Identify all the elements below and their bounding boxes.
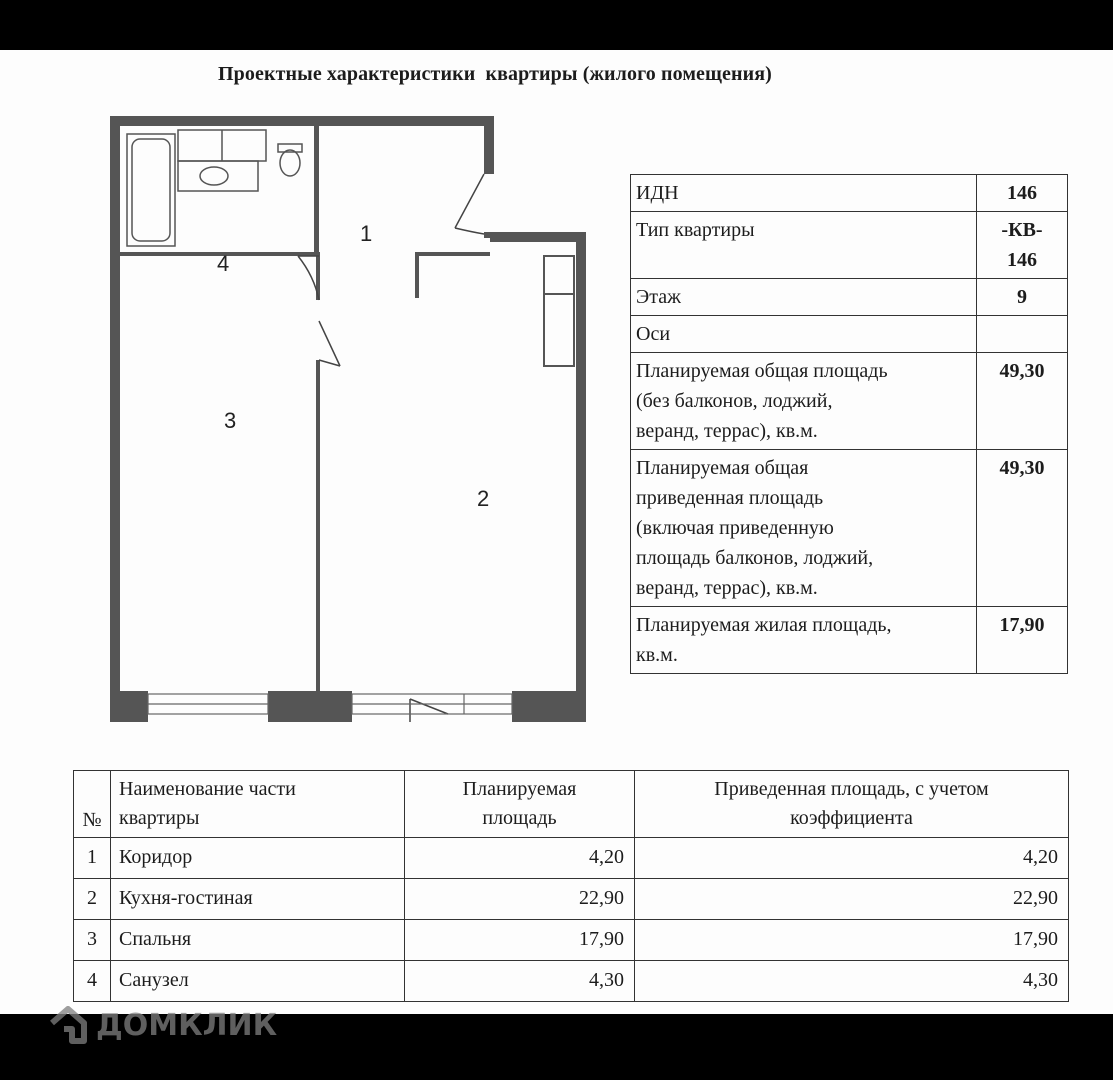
info-value: -КВ- 146 (977, 212, 1068, 279)
wall-right (576, 232, 586, 722)
room-label-1: 1 (360, 221, 373, 246)
wall-step (490, 232, 586, 242)
room-label-2: 2 (477, 486, 490, 511)
cell-area: 4,20 (405, 838, 635, 879)
table-row (74, 879, 1069, 920)
bathtub-icon (127, 134, 175, 246)
cell-num: 2 (74, 879, 111, 920)
page-title: Проектные характеристики квартиры (жилого помещения) (218, 63, 772, 85)
info-label: ИДН (631, 175, 977, 212)
cell-name: Кухня-гостиная (111, 879, 405, 920)
info-row (631, 212, 1068, 279)
room-label-3: 3 (224, 408, 237, 433)
cell-name: Коридор (111, 838, 405, 879)
cell-name: Санузел (111, 961, 405, 1002)
closet-icon (544, 256, 574, 366)
wall-bath-corridor (314, 126, 319, 254)
apartment-info-table (630, 174, 1068, 674)
floor-plan (110, 116, 590, 726)
cell-reduced: 17,90 (635, 920, 1069, 961)
info-row (631, 607, 1068, 674)
rooms-table (73, 770, 1069, 1002)
info-label: Планируемая общая площадь (без балконов, лоджий, веранд, террас), кв.м. (631, 353, 977, 450)
info-value: 146 (977, 175, 1068, 212)
watermark-text: ДОМКЛИК (96, 1007, 278, 1043)
info-label: Тип квартиры (631, 212, 977, 279)
info-label: Этаж (631, 279, 977, 316)
cell-reduced: 4,30 (635, 961, 1069, 1002)
info-row (631, 353, 1068, 450)
wall-left (110, 116, 120, 722)
table-row (74, 961, 1069, 1002)
wall-top-right (484, 116, 494, 174)
info-row (631, 175, 1068, 212)
toilet-icon (280, 150, 300, 176)
info-value (977, 316, 1068, 353)
cell-area: 17,90 (405, 920, 635, 961)
info-row (631, 316, 1068, 353)
cell-reduced: 22,90 (635, 879, 1069, 920)
cell-num: 4 (74, 961, 111, 1002)
domclick-house-icon (48, 1005, 88, 1045)
header-num: № (74, 771, 111, 838)
info-value: 49,30 (977, 450, 1068, 607)
rooms-table-header (74, 771, 1069, 838)
room-label-4: 4 (217, 251, 230, 276)
wall-bedroom-kitchen (316, 360, 320, 692)
table-row (74, 920, 1069, 961)
document-page (0, 50, 1113, 1014)
cell-num: 3 (74, 920, 111, 961)
info-label: Планируемая общая приведенная площадь (включая приведенную площадь балконов, лоджий, веранд, террас), кв.м. (631, 450, 977, 607)
wall-top (110, 116, 494, 126)
sink-icon (178, 161, 258, 191)
watermark (48, 1000, 277, 1050)
info-label: Оси (631, 316, 977, 353)
info-row (631, 450, 1068, 607)
cell-area: 4,30 (405, 961, 635, 1002)
header-reduced: Приведенная площадь, с учетом коэффициента (635, 771, 1069, 838)
table-row (74, 838, 1069, 879)
info-value: 17,90 (977, 607, 1068, 674)
wall-bottom-right (512, 691, 586, 722)
header-area: Планируемая площадь (405, 771, 635, 838)
info-value: 9 (977, 279, 1068, 316)
cell-name: Спальня (111, 920, 405, 961)
info-label: Планируемая жилая площадь, кв.м. (631, 607, 977, 674)
cell-reduced: 4,20 (635, 838, 1069, 879)
wall-bottom-mid (268, 691, 352, 722)
header-name: Наименование части квартиры (111, 771, 405, 838)
info-value: 49,30 (977, 353, 1068, 450)
cell-num: 1 (74, 838, 111, 879)
info-row (631, 279, 1068, 316)
cell-area: 22,90 (405, 879, 635, 920)
wall-bottom-left (110, 691, 148, 722)
